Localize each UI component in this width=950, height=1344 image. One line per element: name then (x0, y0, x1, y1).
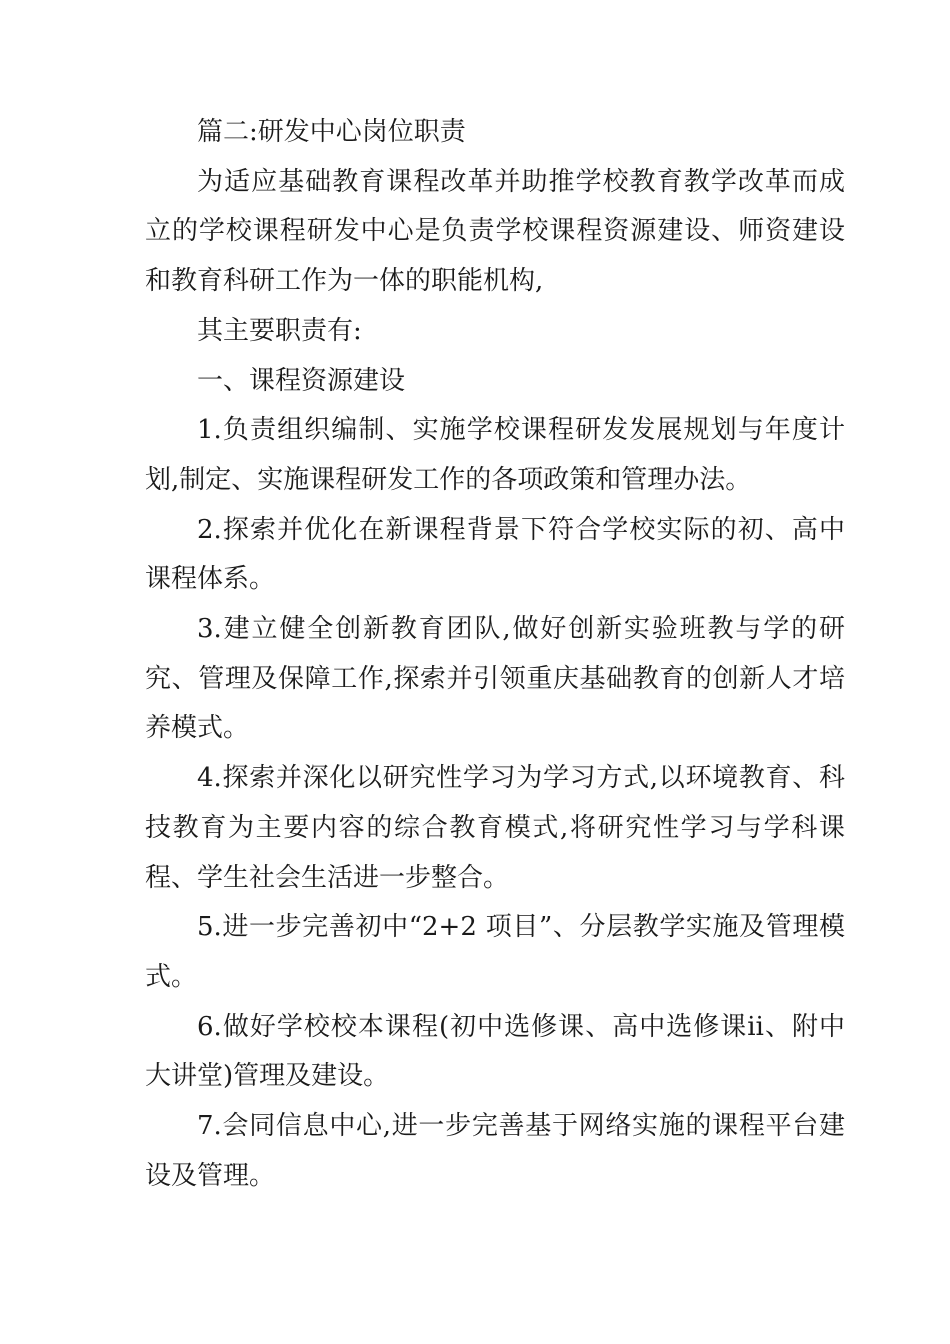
duties-lead-in: 其主要职责有: (197, 315, 362, 346)
intro-paragraph: 为适应基础教育课程改革并助推学校教育教学改革而成立的学校课程研发中心是负责学校课程资源建设、师资建设和教育科研工作为一体的职能机构, (145, 166, 845, 297)
duty-item-6: 6.做好学校校本课程(初中选修课、高中选修课ⅱ、附中大讲堂)管理及建设。 (145, 1011, 845, 1092)
section-heading: 篇二:研发中心岗位职责 (197, 117, 466, 147)
duty-item-5: 5.进一步完善初中“2+2 项目”、分层教学实施及管理模式。 (145, 912, 845, 992)
duty-item-3: 3.建立健全创新教育团队,做好创新实验班教与学的研究、管理及保障工作,探索并引领重庆基础教育的创新人才培养模式。 (145, 614, 845, 744)
subsection-heading: 一、课程资源建设 (197, 365, 406, 396)
duty-item-4: 4.探索并深化以研究性学习为学习方式,以环境教育、科技教育为主要内容的综合教育模式,将研究性学习与学科课程、学生社会生活进一步整合。 (145, 763, 845, 893)
document-body (145, 108, 845, 1201)
duty-item-2: 2.探索并优化在新课程背景下符合学校实际的初、高中课程体系。 (145, 514, 845, 595)
duty-item-7: 7.会同信息中心,进一步完善基于网络实施的课程平台建设及管理。 (145, 1111, 845, 1191)
duty-item-1: 1.负责组织编制、实施学校课程研发发展规划与年度计划,制定、实施课程研发工作的各项政策和管理办法。 (145, 415, 845, 495)
